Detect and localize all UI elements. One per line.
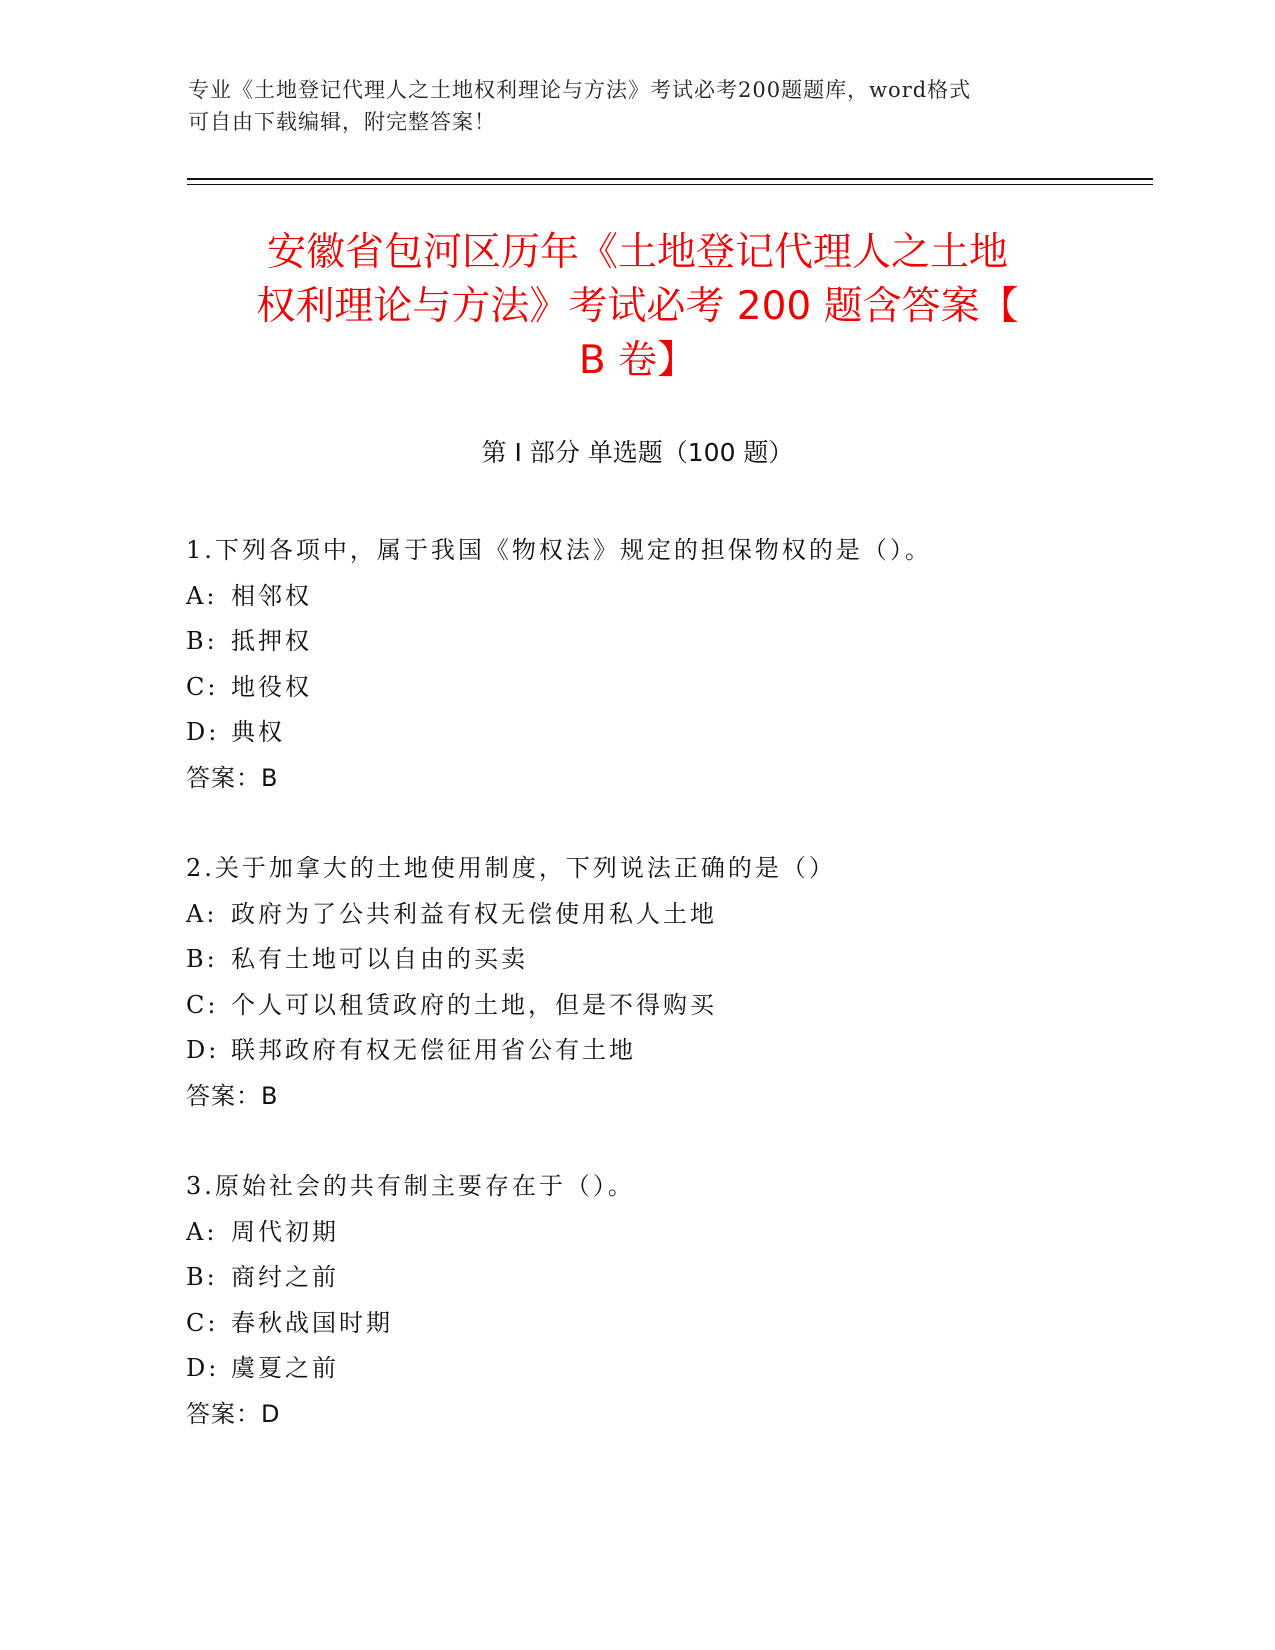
option-text: 抵押权: [231, 627, 312, 655]
option-a: [186, 574, 1146, 620]
option-text: 商纣之前: [231, 1263, 339, 1291]
question-list: [186, 528, 1146, 1482]
option-text: 典权: [231, 718, 285, 746]
option-letter: C:: [186, 1308, 219, 1337]
option-c: [186, 665, 1146, 711]
option-text: 政府为了公共利益有权无偿使用私人土地: [231, 899, 717, 928]
section-heading: 第 I 部分 单选题（100 题）: [481, 438, 794, 467]
option-text: 虞夏之前: [231, 1354, 339, 1382]
header-line-2: 可自由下载编辑，附完整答案！: [188, 110, 496, 134]
option-text: 个人可以租赁政府的土地，但是不得购买: [231, 990, 717, 1019]
option-letter: D:: [186, 1036, 220, 1064]
option-letter: B:: [186, 1263, 218, 1291]
question-item: [186, 846, 1146, 1164]
option-letter: D:: [186, 718, 220, 746]
option-letter: A:: [186, 899, 218, 928]
option-b: [186, 937, 1146, 983]
option-b: [186, 1255, 1146, 1301]
document-header: [188, 74, 1068, 138]
option-text: 联邦政府有权无偿征用省公有土地: [231, 1036, 636, 1064]
option-letter: C:: [186, 990, 219, 1019]
option-letter: B:: [186, 945, 218, 973]
question-stem: 1.下列各项中，属于我国《物权法》规定的担保物权的是（）。: [186, 536, 932, 564]
question-stem: 2.关于加拿大的土地使用制度，下列说法正确的是（）: [186, 854, 836, 882]
option-letter: A:: [186, 581, 218, 610]
header-line-1: 专业《土地登记代理人之土地权利理论与方法》考试必考200题题库，word格式: [188, 78, 972, 102]
option-a: [186, 1210, 1146, 1256]
option-b: [186, 619, 1146, 665]
option-letter: D:: [186, 1354, 220, 1382]
option-d: [186, 1346, 1146, 1392]
option-letter: C:: [186, 672, 219, 701]
option-a: [186, 892, 1146, 938]
option-c: [186, 1301, 1146, 1347]
question-stem: 3.原始社会的共有制主要存在于（）。: [186, 1172, 635, 1200]
answer-line: 答案：B: [186, 1081, 279, 1110]
document-title: [150, 226, 1125, 388]
option-text: 春秋战国时期: [231, 1308, 393, 1337]
option-text: 地役权: [231, 672, 312, 701]
title-line-2: 权利理论与方法》考试必考 200 题含答案【: [256, 284, 1019, 329]
option-text: 私有土地可以自由的买卖: [231, 945, 528, 973]
option-c: [186, 983, 1146, 1029]
option-letter: A:: [186, 1217, 218, 1246]
answer-line: 答案：B: [186, 763, 279, 792]
header-rule-thin: [187, 184, 1153, 185]
question-item: [186, 528, 1146, 846]
option-d: [186, 710, 1146, 756]
header-rule-thick: [187, 178, 1153, 180]
option-text: 周代初期: [231, 1217, 339, 1246]
option-text: 相邻权: [231, 581, 312, 610]
title-line-1: 安徽省包河区历年《土地登记代理人之土地: [266, 230, 1008, 275]
title-line-3: B 卷】: [578, 338, 697, 383]
question-item: [186, 1164, 1146, 1482]
option-letter: B:: [186, 627, 218, 655]
answer-line: 答案：D: [186, 1399, 281, 1428]
option-d: [186, 1028, 1146, 1074]
